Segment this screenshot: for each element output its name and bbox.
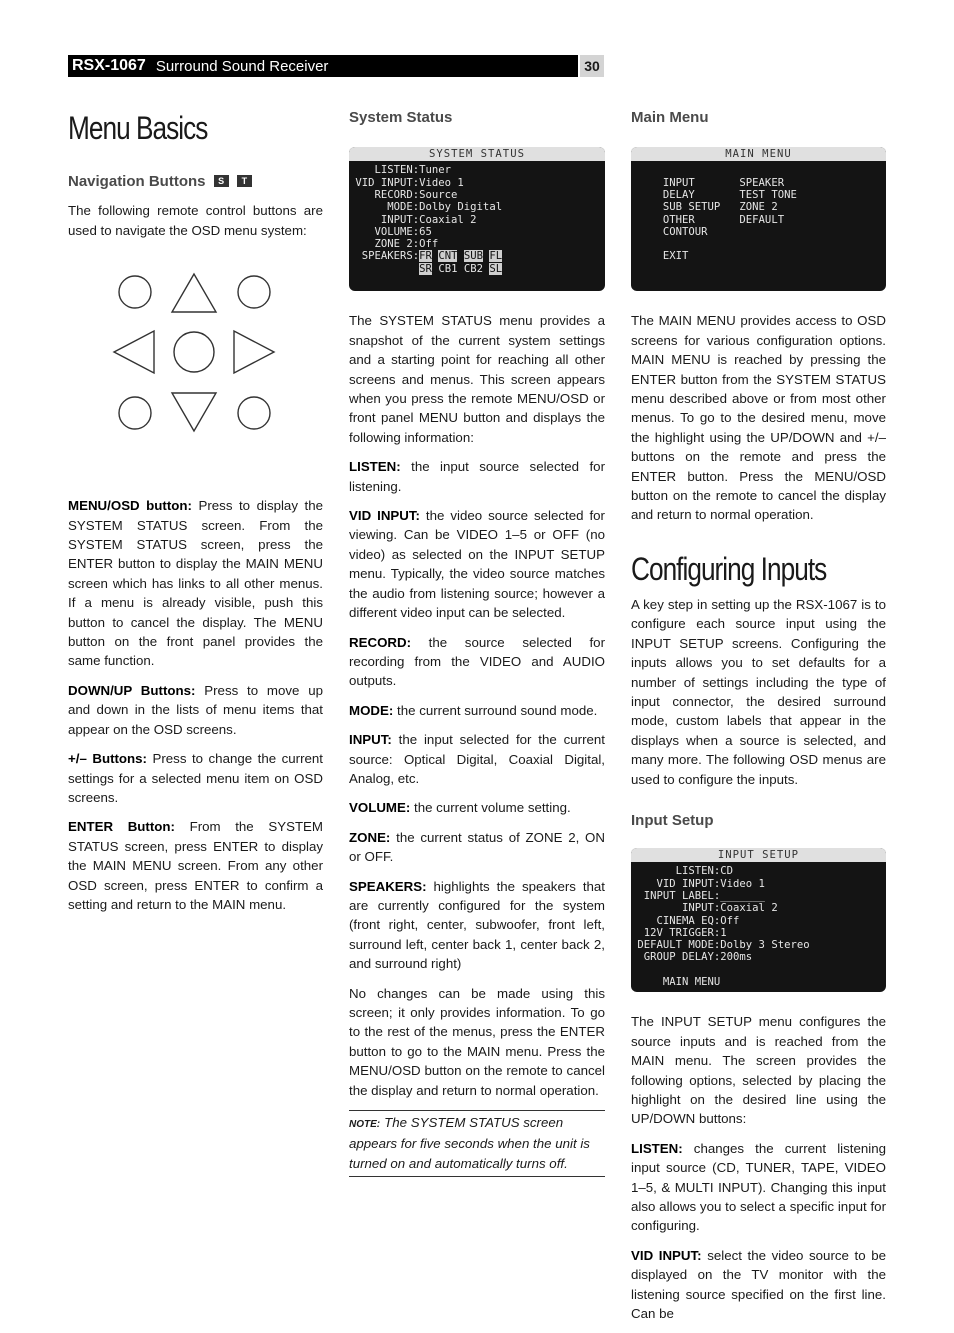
spk-sr: SR [419,262,432,275]
main-menu-osd [631,147,886,291]
osd-title: SYSTEM STATUS [349,147,605,161]
ss-mode: MODE: the current surround sound mode. [349,702,598,718]
item-down-up: DOWN/UP Buttons: Press to move up and down in the lists of menu items that appear on the OSD screens. [68,682,323,737]
ss-closing: No changes can be made using this screen; it only provides information. To go to the rest of the menus, press the ENTER button to go to the MAIN menu. Press the MENU/OSD button on the remote to cancel the display and return to normal operation. [349,985,605,1098]
model-name: RSX-1067 [72,57,146,74]
item-plus-minus: +/– Buttons: Press to change the current settings for a selected menu item on OSD screens. [68,751,324,805]
up-arrow-button-icon [172,274,216,312]
down-arrow-button-icon [172,393,216,431]
section-title-configuring-inputs: Configuring Inputs [631,550,827,587]
top-left-button-icon [119,276,151,308]
top-right-button-icon [238,276,270,308]
spk-cb1: CB1 [438,262,458,275]
osd-title: MAIN MENU [631,147,886,161]
left-arrow-button-icon [114,331,154,373]
is-listen: LISTEN: changes the current listening input source (CD, TUNER, TAPE, VIDEO 1–5, & MULTI INPUT). Changing this input also allows you to select a specific input for configuring. [631,1140,886,1234]
ss-listen: LISTEN: the input source selected for listening. [349,459,605,494]
input-setup-para: The INPUT SETUP menu configures the source inputs and is reached from the MAIN menu. The screen provides the following options, selected by placing the highlight on the desired line using the UP/DOWN buttons: [631,1014,886,1127]
item-menu-osd: MENU/OSD button: Press to display the SYSTEM STATUS screen. From the SYSTEM STATUS screen, press the ENTER button to display the MAIN MENU screen which has links to all other menus. If a menu is already visible, push this button to cancel the display. The MENU button on the front panel provides the same function. [68,498,323,669]
spk-sl: SL [489,262,503,275]
ss-volume: VOLUME: the current volume setting. [349,800,571,816]
enter-button-icon [174,332,214,372]
is-vid-input: VID INPUT: select the video source to be displayed on the TV monitor with the listening source specified on the first line. Can be [631,1247,886,1322]
configuring-para: A key step in setting up the RSX-1067 is to configure each source input using the INPUT SETUP screens. Configuring the inputs allows you to set defaults for a number of settings including the type of input connector, the desired surround mode, custom labels that appear in the displays when a source is selected, and many more. The following OSD menus are used to configure the inputs. [631,596,886,787]
input-setup-heading: Input Setup [631,811,714,829]
right-arrow-button-icon [234,331,274,373]
system-status-osd [349,147,605,291]
page-header [68,55,578,77]
main-menu-heading: Main Menu [631,109,709,126]
ss-record: RECORD: the source selected for recording from the VIDEO and AUDIO outputs. [349,634,605,689]
nav-intro: The following remote control buttons are used to navigate the OSD menu system: [68,203,323,238]
header-subtitle: Surround Sound Receiver [155,57,329,75]
system-status-intro: The SYSTEM STATUS menu provides a snapshot of the current system settings and a starting point for reaching all other screens and menus. This screen appears when you press the remote MENU/OSD or front panel MENU button and displays the following information: [349,313,605,445]
section-title-menu-basics: Menu Basics [68,110,208,146]
osd-body: LISTEN:Tuner VID INPUT:Video 1 RECORD:Source MODE:Dolby Digital INPUT:Coaxial 2 VOLUME:65 ZONE 2:Off SPEAKERS:FR CNT SUB FL SR CB1 CB2 SL [349,164,503,275]
ss-zone: ZONE: the current status of ZONE 2, ON or OFF. [349,829,605,865]
remote-buttons-diagram [68,264,323,454]
nav-buttons-heading [68,172,323,191]
column-2 [349,108,605,1177]
ss-vid-input: VID INPUT: the video source selected for viewing. Can be VIDEO 1–5 or OFF (no video) as selected on the INPUT SETUP menu. Typically, the video source matches the audio from listening source; however a different video input can be selected. [349,508,605,621]
bottom-right-button-icon [238,397,270,429]
column-1 [68,108,323,924]
tag-s: S [214,175,229,187]
system-status-heading: System Status [349,109,453,126]
spk-cnt: CNT [438,250,458,263]
nav-heading-text: Navigation Buttons [68,173,206,190]
main-menu-para: The MAIN MENU provides access to OSD screens for various configuration options. MAIN MENU is reached by pressing the ENTER button from the SYSTEM STATUS menu described above or from most other menus. To go to the desired menu, move the highlight using the UP/DOWN and +/– buttons on the remote and press the ENTER button. Press the MENU/OSD button on the remote to cancel the display and return to normal operation. [631,313,886,523]
page-number: 30 [580,55,604,77]
ss-input: INPUT: the input selected for the current source: Optical Digital, Coaxial Digital, Analog, etc. [349,732,605,786]
spk-cb2: CB2 [463,262,483,275]
osd-body: INPUT SPEAKER DELAY TEST TONE SUB SETUP ZONE 2 OTHER DEFAULT CONTOUR EXIT [631,176,797,263]
bottom-left-button-icon [119,397,151,429]
spk-sub: SUB [463,250,483,263]
ss-speakers: SPEAKERS: highlights the speakers that are currently configured for the system (front right, center, subwoofer, front left, surround left, center back 1, center back 2, and surround right) [349,878,605,972]
column-3 [631,108,886,1333]
input-setup-osd [631,848,886,992]
tag-t: T [237,175,252,187]
spk-fl: FL [489,250,503,263]
note-box: NOTE: The SYSTEM STATUS screen appears for five seconds when the unit is turned on and automatically turns off. [349,1110,605,1177]
osd-title: INPUT SETUP [631,848,886,862]
spk-fr: FR [419,250,432,263]
osd-body: LISTEN:CD VID INPUT:Video 1 INPUT LABEL:_______ INPUT:Coaxial 2 CINEMA EQ:Off 12V TRIGGER:1 DEFAULT MODE:Dolby 3 Stereo GROUP DELAY:200ms MAIN MENU [631,865,810,989]
item-enter: ENTER Button: From the SYSTEM STATUS screen, press ENTER to display the MAIN MENU screen. From any other OSD screen, press ENTER to confirm a setting and return to the MAIN menu. [68,819,324,912]
